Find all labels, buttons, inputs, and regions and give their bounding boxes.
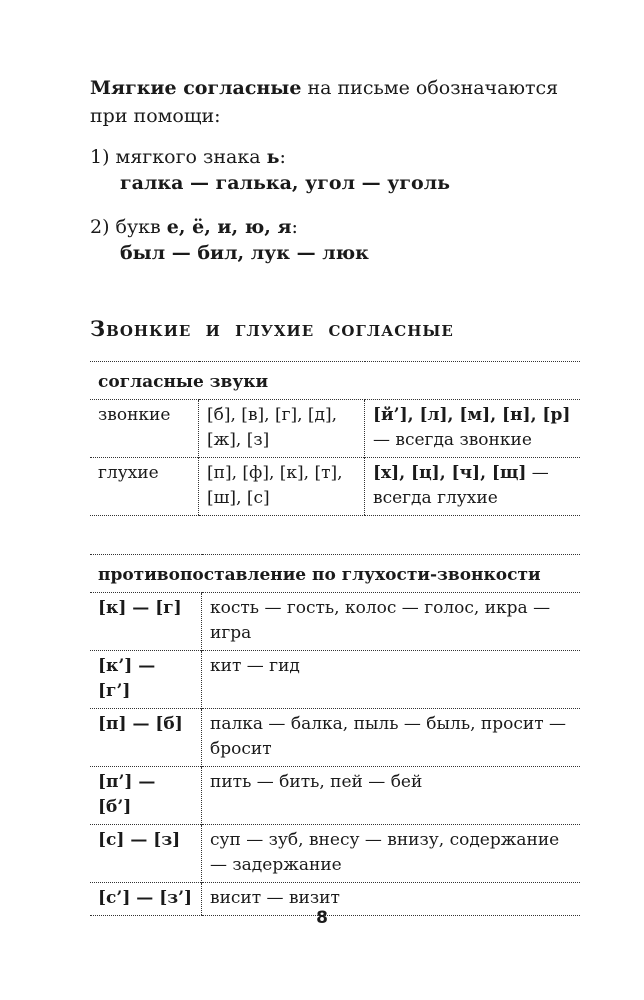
item-2-example: был — бил, лук — люк: [120, 242, 369, 264]
pair-cell: [п’] — [б’]: [90, 767, 202, 825]
row-label-voiceless: глухие: [90, 458, 199, 516]
item-1-example: галка — галька, угол — уголь: [120, 172, 450, 194]
item-2-label: [90, 213, 580, 241]
table-row: [90, 767, 580, 825]
examples-cell: суп — зуб, внесу — внизу, содержание — задержание: [202, 825, 581, 883]
table-row: [90, 709, 580, 767]
item-1-colon: :: [279, 146, 286, 168]
unpaired-voiced: [365, 400, 581, 458]
consonants-table-header: согласные звуки: [90, 362, 580, 400]
table-row: [90, 400, 580, 458]
table-row: [90, 825, 580, 883]
pair-cell: [с] — [з]: [90, 825, 202, 883]
paired-voiceless: [п], [ф], [к], [т], [ш], [с]: [199, 458, 365, 516]
page-number: 8: [316, 908, 328, 928]
intro-paragraph: [90, 74, 580, 130]
pair-cell: [к] — [г]: [90, 593, 202, 651]
item-1-prefix: 1) мягкого знака: [90, 146, 267, 168]
unpaired-voiceless-note: — всегда глухие: [373, 463, 549, 508]
item-2-colon: :: [291, 216, 298, 238]
item-1-label: [90, 143, 580, 171]
unpaired-voiceless: [365, 458, 581, 516]
examples-cell: висит — визит: [202, 883, 581, 916]
opposition-table: [90, 554, 580, 916]
examples-cell: палка — балка, пыль — быль, просит — бросит: [202, 709, 581, 767]
pair-cell: [к’] — [г’]: [90, 651, 202, 709]
item-2-prefix: 2) букв: [90, 216, 167, 238]
unpaired-voiceless-sounds: [х], [ц], [ч], [щ]: [373, 463, 527, 483]
unpaired-voiced-note: — всегда звонкие: [373, 430, 532, 450]
opposition-table-header-row: [90, 555, 580, 593]
consonants-table-header-row: [90, 362, 580, 400]
intro-bold-term: Мягкие согласные: [90, 77, 302, 99]
paired-voiced: [б], [в], [г], [д], [ж], [з]: [199, 400, 365, 458]
table-row: [90, 458, 580, 516]
examples-cell: кость — гость, колос — голос, икра — игра: [202, 593, 581, 651]
section-heading: Звонкие и глухие согласные: [90, 316, 454, 341]
pair-cell: [п] — [б]: [90, 709, 202, 767]
intro-text: на письме обозначаются при помощи:: [90, 77, 559, 127]
table-row: [90, 651, 580, 709]
row-label-voiced: звонкие: [90, 400, 199, 458]
examples-cell: кит — гид: [202, 651, 581, 709]
table-row: [90, 593, 580, 651]
item-1-letter: ь: [266, 146, 280, 168]
unpaired-voiced-sounds: [й’], [л], [м], [н], [р]: [373, 405, 571, 425]
opposition-table-header: противопоставление по глухости-звонкости: [90, 555, 580, 593]
item-2-letters: е, ё, и, ю, я: [166, 216, 292, 238]
consonants-table: [90, 361, 580, 516]
pair-cell: [с’] — [з’]: [90, 883, 202, 916]
examples-cell: пить — бить, пей — бей: [202, 767, 581, 825]
